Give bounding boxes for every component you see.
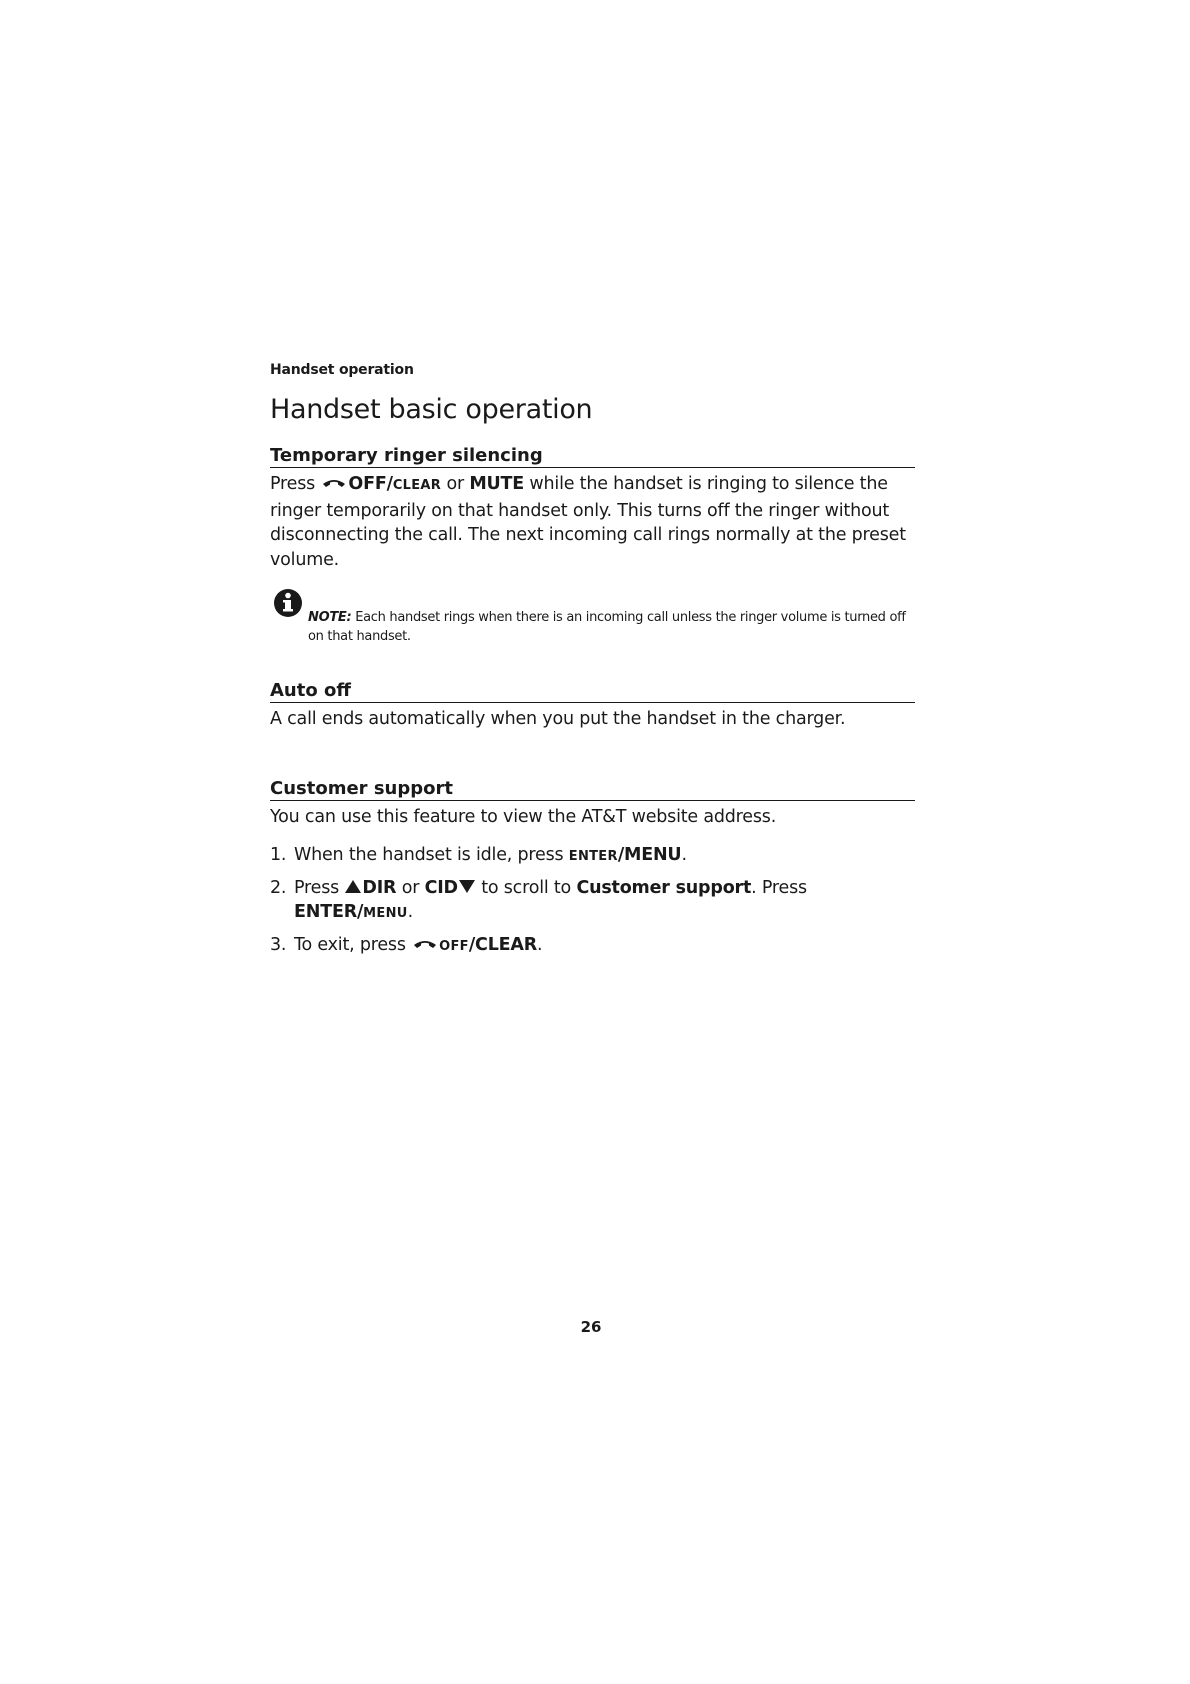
step-text: To exit, press [294,935,412,955]
key-enter: ENTER/ [294,902,364,922]
steps-list [270,843,915,959]
step-text: When the handset is idle, press [294,845,569,865]
key-menu: /MENU [617,845,682,865]
triangle-up-icon [345,880,361,893]
note-box [270,586,915,646]
text-press: Press [270,474,321,494]
step-number: 2. [270,878,287,898]
page-content [270,362,915,966]
key-off: OFF [439,939,469,954]
step-1 [270,843,915,869]
step-3 [270,933,915,959]
ringer-heading: Temporary ringer silencing [270,445,915,468]
auto-off-text: A call ends automatically when you put the handset in the charger. [270,709,846,729]
note-label: NOTE: [308,610,352,625]
step-2 [270,876,915,926]
phone-handset-icon [413,938,437,950]
customer-support-heading: Customer support [270,778,915,801]
ringer-section [270,445,915,646]
note-text [270,586,915,646]
ringer-paragraph [270,472,915,572]
key-menu: MENU [363,906,408,921]
key-clear: /CLEAR [468,935,538,955]
step-text: to scroll to [475,878,577,898]
key-enter: ENTER [568,849,618,864]
step-text: . Press [751,878,807,898]
key-cid: CID [424,878,458,898]
page-title: Handset basic operation [270,394,593,425]
text-rest: while the handset is ringing to silence the ringer temporarily on that handset only. This turns off the ringer without disconnecting the call. The next incoming call rings normally at the preset volume. [270,474,906,570]
customer-support-section [270,778,915,960]
key-mute: MUTE [469,474,525,494]
phone-handset-icon [322,477,346,489]
triangle-down-icon [459,880,475,893]
step-number: 3. [270,935,287,955]
note-body: Each handset rings when there is an incoming call unless the ringer volume is turned off on that handset. [308,610,906,644]
step-text: or [396,878,425,898]
section-label: Handset operation [270,362,414,378]
auto-off-heading: Auto off [270,680,915,703]
menu-target: Customer support [576,878,752,898]
step-end: . [537,935,543,955]
step-number: 1. [270,845,287,865]
auto-off-section [270,680,915,732]
customer-support-intro: You can use this feature to view the AT&T website address. [270,806,777,827]
text-or: or [441,474,470,494]
page-number: 26 [580,1318,602,1336]
info-icon [272,586,308,622]
key-clear: CLEAR [392,478,442,493]
step-end: . [681,845,687,865]
key-dir: DIR [362,878,397,898]
step-end: . [407,902,413,922]
key-off: OFF/ [348,474,393,494]
step-text: Press [294,878,345,898]
